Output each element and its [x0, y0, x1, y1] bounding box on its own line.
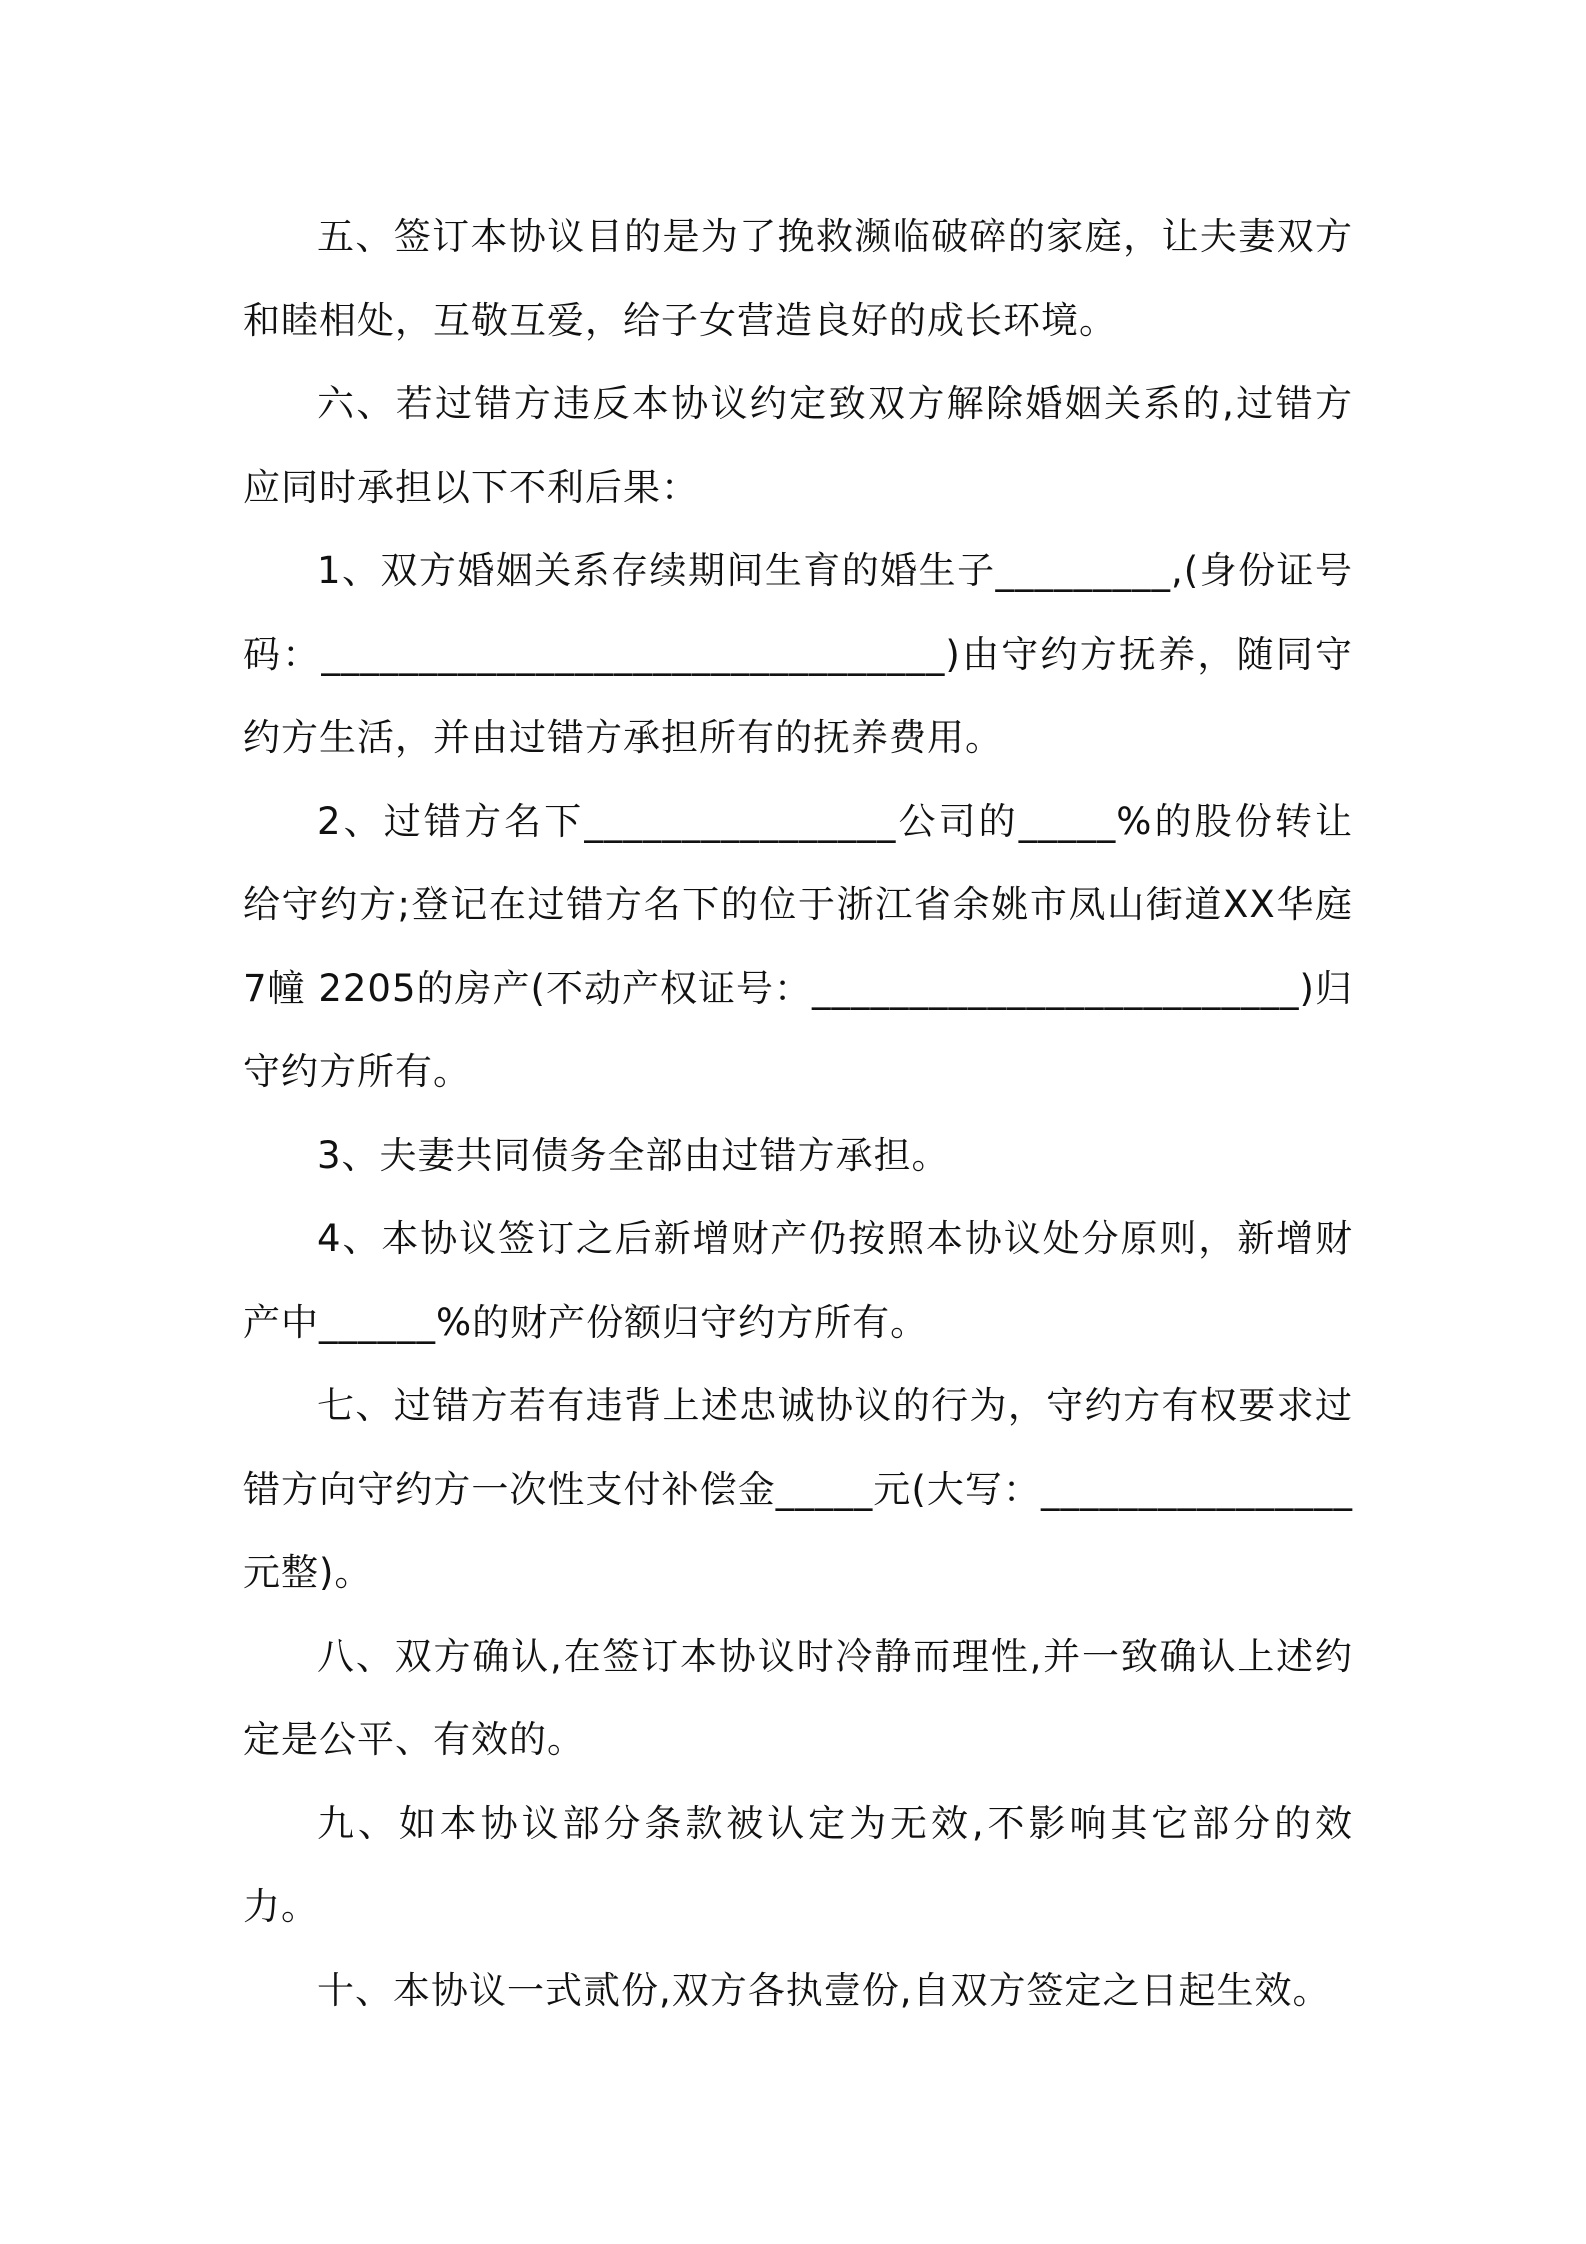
- clause-6: 六、若过错方违反本协议约定致双方解除婚姻关系的,过错方应同时承担以下不利后果：: [243, 382, 1353, 509]
- document-body: [243, 195, 1353, 2032]
- clause-6-item-1: 1、双方婚姻关系存续期间生育的婚生子_________,(身份证号码：________________________________)由守约方抚养，随同守约方生活，并由过错方承担所有的抚养费用。: [243, 549, 1353, 759]
- clause-5: 五、签订本协议目的是为了挽救濒临破碎的家庭，让夫妻双方和睦相处，互敬互爱，给子女营造良好的成长环境。: [243, 215, 1353, 342]
- clause-7: 七、过错方若有违背上述忠诚协议的行为，守约方有权要求过错方向守约方一次性支付补偿金_____元(大写：________________元整)。: [243, 1384, 1353, 1594]
- clause-6-item-4: 4、本协议签订之后新增财产仍按照本协议处分原则，新增财产中______%的财产份额归守约方所有。: [243, 1217, 1353, 1344]
- clause-8: 八、双方确认,在签订本协议时冷静而理性,并一致确认上述约定是公平、有效的。: [243, 1634, 1353, 1761]
- clause-6-item-3: 3、夫妻共同债务全部由过错方承担。: [317, 1133, 950, 1177]
- clause-10: 十、本协议一式贰份,双方各执壹份,自双方签定之日起生效。: [317, 1968, 1331, 2012]
- clause-9: 九、如本协议部分条款被认定为无效,不影响其它部分的效力。: [243, 1801, 1353, 1928]
- clause-6-item-2: 2、过错方名下________________公司的_____%的股份转让给守约方;登记在过错方名下的位于浙江省余姚市凤山街道XX华庭 7幢 2205的房产(不动产权证号：_________________________)归守约方所有。: [243, 799, 1353, 1093]
